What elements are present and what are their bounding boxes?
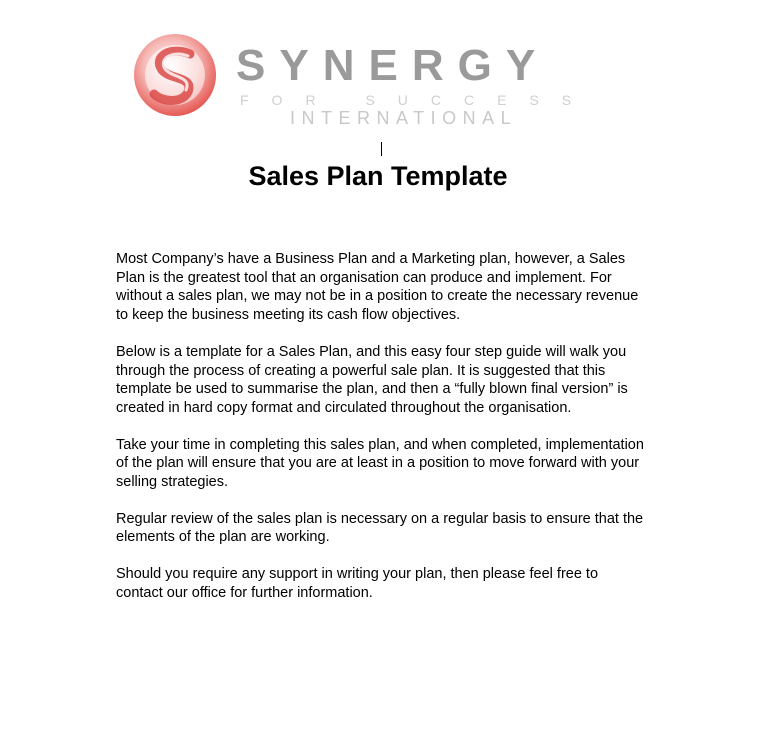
paragraph-intro: Most Company’s have a Business Plan and a Marketing plan, however, a Sales Plan is the greatest tool that an organisation can produce and implement. For without a sales plan, we may not be in a position to create the necessary revenue to keep the business meeting its cash flow objectives.: [116, 251, 639, 324]
logo-wordmark: SYNERGY: [236, 41, 550, 90]
logo-subtitle: INTERNATIONAL: [290, 108, 518, 128]
paragraph-take-time: Take your time in completing this sales plan, and when completed, implementation of the plan will ensure that you are at least in a position to move forward with your selling strategies.: [116, 436, 644, 491]
paragraph-support: Should you require any support in writing your plan, then please feel free to contact our office for further information.: [116, 566, 599, 601]
logo-tagline: FOR SUCCESS: [240, 92, 595, 108]
document-title: Sales Plan Template: [248, 161, 508, 191]
paragraph-template-guide: Below is a template for a Sales Plan, and this easy four step guide will walk you through the process of creating a powerful sale plan. It is suggested that this template be used to summarise the plan, and then a “fully blown final version” is created in hard copy format and circulated throughout the organisation.: [116, 343, 628, 416]
text-cursor: [381, 142, 382, 156]
paragraph-review: Regular review of the sales plan is necessary on a regular basis to ensure that the elements of the plan are working.: [116, 510, 644, 546]
document-body: [116, 250, 646, 621]
synergy-logo: [132, 30, 595, 130]
synergy-s-emblem-icon: [132, 32, 218, 118]
